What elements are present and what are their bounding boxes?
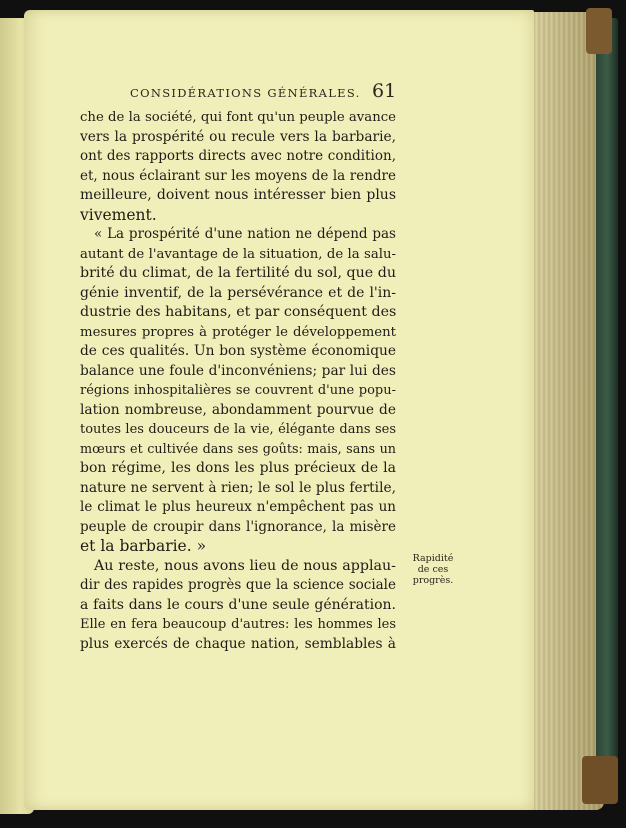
running-header: CONSIDÉRATIONS GÉNÉRALES. [130, 86, 361, 100]
text-line: autant de l'avantage de la situation, de la salu- [80, 246, 396, 262]
text-line: mesures propres à protéger le développement [80, 324, 396, 340]
text-line: régions inhospitalières se couvrent d'une popu- [80, 383, 396, 398]
text-line: che de la société, qui font qu'un peuple avance [80, 110, 396, 125]
text-line: vers la prospérité ou recule vers la barbarie, [80, 128, 396, 145]
text-line: balance une foule d'inconvéniens; par lui des [80, 362, 396, 379]
body-text [80, 108, 396, 654]
text-line: et la barbarie. » [80, 537, 207, 555]
text-line: le climat le plus heureux n'empêchent pas un [80, 499, 396, 515]
text-line: nature ne servent à rien; le sol le plus fertile, [80, 479, 396, 496]
page-number: 61 [372, 80, 397, 102]
text-line: mœurs et cultivée dans ses goûts: mais, sans un [80, 441, 396, 457]
cover-corner-top [586, 8, 612, 54]
text-line: plus exercés de chaque nation, semblables à [80, 635, 396, 652]
text-line: bon régime, les dons les plus précieux de la [80, 460, 396, 476]
text-line: Au reste, nous avons lieu de nous applau- [94, 557, 396, 574]
text-line: peuple de croupir dans l'ignorance, la misère [80, 518, 396, 535]
text-line: dustrie des habitans, et par conséquent des [80, 304, 397, 320]
text-line: toutes les douceurs de la vie, élégante dans ses [80, 422, 396, 437]
text-line: lation nombreuse, abondamment pourvue de [80, 401, 396, 418]
book-cover [596, 18, 618, 798]
page-block-shade [526, 12, 604, 810]
text-line: a faits dans le cours d'une seule génération. [80, 596, 396, 613]
cover-corner-bottom [582, 756, 618, 804]
text-line: de ces qualités. Un bon système économique [80, 343, 396, 359]
margin-note-line: de ces progrès. [412, 564, 454, 586]
margin-note [401, 553, 465, 586]
text-line: dir des rapides progrès que la science sociale [80, 577, 396, 593]
text-line: ont des rapports directs avec notre condition, [80, 148, 396, 164]
margin-note-line: Rapidité [412, 553, 454, 564]
text-line: meilleure, doivent nous intéresser bien plus [80, 187, 396, 203]
text-line: brité du climat, de la fertilité du sol, que du [80, 265, 397, 281]
text-line: génie inventif, de la persévérance et de l'in- [80, 284, 396, 301]
text-line: et, nous éclairant sur les moyens de la rendre [80, 167, 396, 184]
text-line: « La prospérité d'une nation ne dépend pas [94, 226, 396, 242]
text-line: vivement. [80, 205, 157, 224]
text-line: Elle en fera beaucoup d'autres: les hommes les [80, 617, 396, 632]
